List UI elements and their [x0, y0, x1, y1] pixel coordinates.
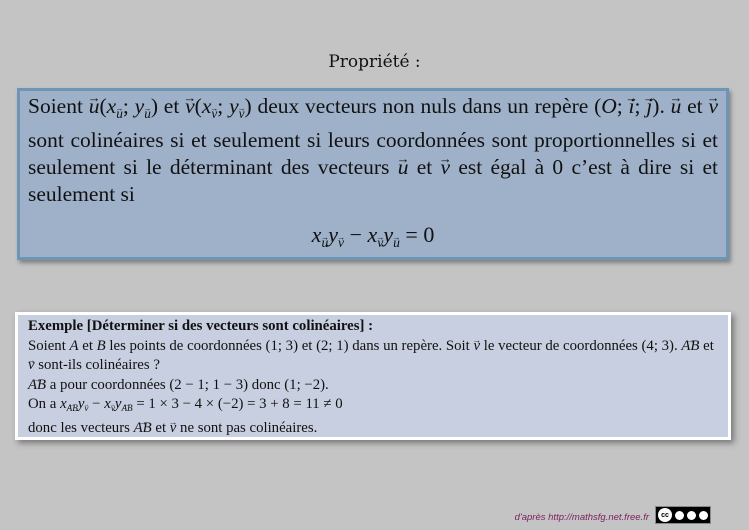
page-title: Propriété :: [328, 52, 421, 72]
property-text: Soient → u(x→ $_u$; y→ $_u$) et → v(x→ $_v$; y→ $_v$) deux vecteurs non nuls dans un repère (O; → i; → j). → u et → v sont colinéaires si et seulement si leurs coordonnées sont proportionnelles si et seulement si le déterminant des vecteurs → u et → v est égal à 0 c’est à dire si et seulement si: [28, 93, 718, 208]
sa-icon: [699, 511, 708, 520]
example-title: Exemple [Déterminer si des vecteurs sont colinéaires] :: [28, 318, 374, 334]
creative-commons-license-icon: [655, 506, 711, 524]
source-credit[interactable]: d'après http://mathsfg.net.free.fr: [514, 512, 649, 523]
nc-icon: [687, 511, 696, 520]
determinant-formula: x→ $_u$y→ $_v$ − x→ $_v$y→ $_u$ = 0: [20, 221, 726, 256]
example-line-2: → AB a pour coordonnées (2 − 1; 1 − 3) donc (1; −2).: [28, 376, 722, 396]
example-line-3: On a x→ $_{AB}$y→ $_v$ − x→ $_v$y→ $_{AB}$ = 1 × 3 − 4 × (−2) = 3 + 8 = 11 ≠ 0: [28, 395, 722, 419]
example-line-1: Soient A et B les points de coordonnées (1; 3) et (2; 1) dans un repère. Soit → v le vecteur de coordonnées (4; 3). → AB et → v sont-ils colinéaires ?: [28, 337, 722, 376]
property-box: [17, 88, 729, 260]
cc-icon: cc: [658, 508, 672, 522]
by-icon: [675, 511, 684, 520]
example-line-4: donc les vecteurs → AB et → v ne sont pas colinéaires.: [28, 419, 722, 439]
example-box: [15, 312, 731, 440]
